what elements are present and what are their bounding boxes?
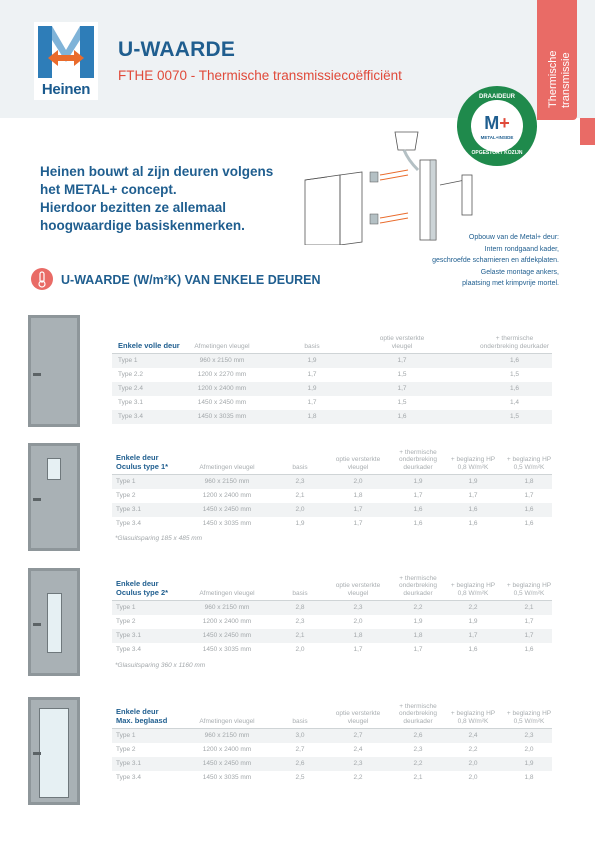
table-row: Type 1 960 x 2150 mm 2,8 2,3 2,2 2,2 2,1 bbox=[112, 601, 552, 615]
table-header bbox=[112, 320, 552, 354]
table-row: Type 3.1 1450 x 2450 mm 1,7 1,5 1,4 bbox=[118, 399, 520, 406]
side-tab bbox=[537, 0, 577, 120]
table-title: Enkele deur Oculus type 1* bbox=[116, 453, 169, 471]
column-header: + thermische onderbreking deurkader bbox=[399, 702, 437, 725]
table-row: Type 2 1200 x 2400 mm 2,3 2,0 1,9 1,9 1,7 bbox=[116, 618, 534, 625]
table-row: Type 1 960 x 2150 mm 1,9 1,7 1,6 bbox=[112, 354, 552, 368]
column-header: optie versterkte vleugel bbox=[335, 582, 381, 597]
intro-text: Heinen bouwt al zijn deuren volgens het METAL+ concept. Hierdoor bezitten ze allemaal hoogwaardige basiskenmerken. bbox=[40, 164, 274, 233]
thermometer-icon bbox=[31, 268, 53, 290]
uvalue-table-max-glazed bbox=[112, 695, 552, 785]
column-header: + beglazing HP 0,5 W/m²K bbox=[506, 710, 552, 725]
table-row: Type 2.2 1200 x 2270 mm 1,7 1,5 1,5 bbox=[118, 371, 520, 378]
column-header: basis bbox=[292, 717, 308, 725]
table-body bbox=[112, 729, 552, 785]
badge-sub-text: METAL+INSIDE bbox=[480, 135, 514, 140]
column-header: + thermische onderbreking deurkader bbox=[399, 448, 437, 471]
column-header: optie versterkte vleugel bbox=[335, 710, 381, 725]
column-header: Afmetingen vleugel bbox=[199, 717, 255, 725]
column-header: + beglazing HP 0,8 W/m²K bbox=[450, 710, 496, 725]
table-row: Type 2 1200 x 2400 mm 2,7 2,4 2,3 2,2 2,0 bbox=[116, 746, 534, 753]
table-title: Enkele deur Max. beglaasd bbox=[116, 707, 168, 725]
door-assembly-illustration bbox=[300, 130, 490, 245]
badge-top-text: DRAAIDEUR bbox=[479, 94, 515, 100]
table-row: Type 3.4 1450 x 3035 mm 2,5 2,2 2,1 2,0 1,8 bbox=[116, 774, 534, 781]
table-title: Enkele deur Oculus type 2* bbox=[116, 579, 169, 597]
door-window bbox=[47, 458, 61, 480]
door-handle bbox=[33, 623, 41, 626]
table-row: Type 3.4 1450 x 3035 mm 1,9 1,7 1,6 1,6 1,6 bbox=[116, 520, 534, 527]
uvalue-table-solid bbox=[112, 320, 552, 424]
table-body bbox=[112, 354, 552, 424]
door-illustration-oculus-1 bbox=[28, 443, 80, 551]
badge-mark: M+ bbox=[484, 113, 510, 133]
table-header bbox=[112, 567, 552, 601]
door-window bbox=[39, 708, 69, 798]
door-illustration-solid bbox=[28, 315, 80, 427]
page-title: U-WAARDE bbox=[118, 38, 236, 61]
glass-cutout-note: *Glasuitsparing 185 x 485 mm bbox=[115, 535, 203, 542]
badge-bottom-text: OPGESTORT KOZIJN bbox=[471, 150, 523, 156]
door-handle bbox=[33, 373, 41, 376]
column-header: + beglazing HP 0,8 W/m²K bbox=[450, 456, 496, 471]
column-header: basis bbox=[304, 342, 320, 350]
side-tab-label: Thermische transmissie bbox=[547, 50, 572, 108]
table-title: Enkele volle deur bbox=[118, 341, 180, 350]
column-header: Afmetingen vleugel bbox=[199, 463, 255, 471]
table-row: Type 3.1 1450 x 2450 mm 2,0 1,7 1,6 1,6 1,6 bbox=[112, 503, 552, 517]
table-body bbox=[112, 601, 552, 657]
heinen-logo bbox=[34, 22, 98, 100]
table-row: Type 2.4 1200 x 2400 mm 1,9 1,7 1,6 bbox=[112, 382, 552, 396]
door-handle bbox=[33, 498, 41, 501]
column-header: Afmetingen vleugel bbox=[194, 342, 250, 350]
door-handle bbox=[33, 752, 41, 755]
table-row: Type 1 960 x 2150 mm 2,3 2,0 1,9 1,9 1,8 bbox=[112, 475, 552, 489]
column-header: Afmetingen vleugel bbox=[199, 589, 255, 597]
glass-cutout-note: *Glasuitsparing 360 x 1160 mm bbox=[115, 662, 206, 669]
column-header: + thermische onderbreking deurkader bbox=[399, 574, 437, 597]
logo-wordmark: Heinen bbox=[41, 81, 91, 98]
table-header bbox=[112, 695, 552, 729]
column-header: + beglazing HP 0,5 W/m²K bbox=[506, 582, 552, 597]
table-row: Type 1 960 x 2150 mm 3,0 2,7 2,6 2,4 2,3 bbox=[112, 729, 552, 743]
column-header: optie versterkte vleugel bbox=[335, 456, 381, 471]
assembly-caption: Opbouw van de Metal+ deur: Intern rondgaand kader, geschroefde scharnieren en afdekplaten. Gelaste montage ankers, plaatsing met krimpvrije mortel. bbox=[432, 234, 559, 287]
table-body bbox=[112, 475, 552, 531]
side-tab-edge bbox=[580, 118, 595, 145]
uvalue-table-oculus-2 bbox=[112, 567, 552, 657]
column-header: basis bbox=[292, 463, 308, 471]
section-title: U-WAARDE (W/m²K) VAN ENKELE DEUREN bbox=[61, 273, 321, 287]
table-row: Type 3.1 1450 x 2450 mm 2,1 1,8 1,8 1,7 1,7 bbox=[112, 629, 552, 643]
door-illustration-max-glazed bbox=[28, 697, 80, 805]
column-header: + thermische onderbreking deurkader bbox=[479, 335, 550, 350]
table-row: Type 3.1 1450 x 2450 mm 2,6 2,3 2,2 2,0 1,9 bbox=[112, 757, 552, 771]
table-header bbox=[112, 441, 552, 475]
door-window bbox=[47, 593, 62, 653]
door-illustration-oculus-2 bbox=[28, 568, 80, 676]
column-header: basis bbox=[292, 589, 308, 597]
page-subtitle: FTHE 0070 - Thermische transmissiecoëfficiënt bbox=[118, 68, 402, 83]
column-header: + beglazing HP 0,5 W/m²K bbox=[506, 456, 552, 471]
column-header: optie versterkte vleugel bbox=[379, 335, 425, 350]
table-row: Type 3.4 1450 x 3035 mm 2,0 1,7 1,7 1,6 1,6 bbox=[116, 646, 534, 653]
uvalue-table-oculus-1 bbox=[112, 441, 552, 531]
table-row: Type 2 1200 x 2400 mm 2,1 1,8 1,7 1,7 1,7 bbox=[116, 492, 534, 499]
column-header: + beglazing HP 0,8 W/m²K bbox=[450, 582, 496, 597]
table-row: Type 3.4 1450 x 3035 mm 1,8 1,6 1,5 bbox=[112, 410, 552, 424]
